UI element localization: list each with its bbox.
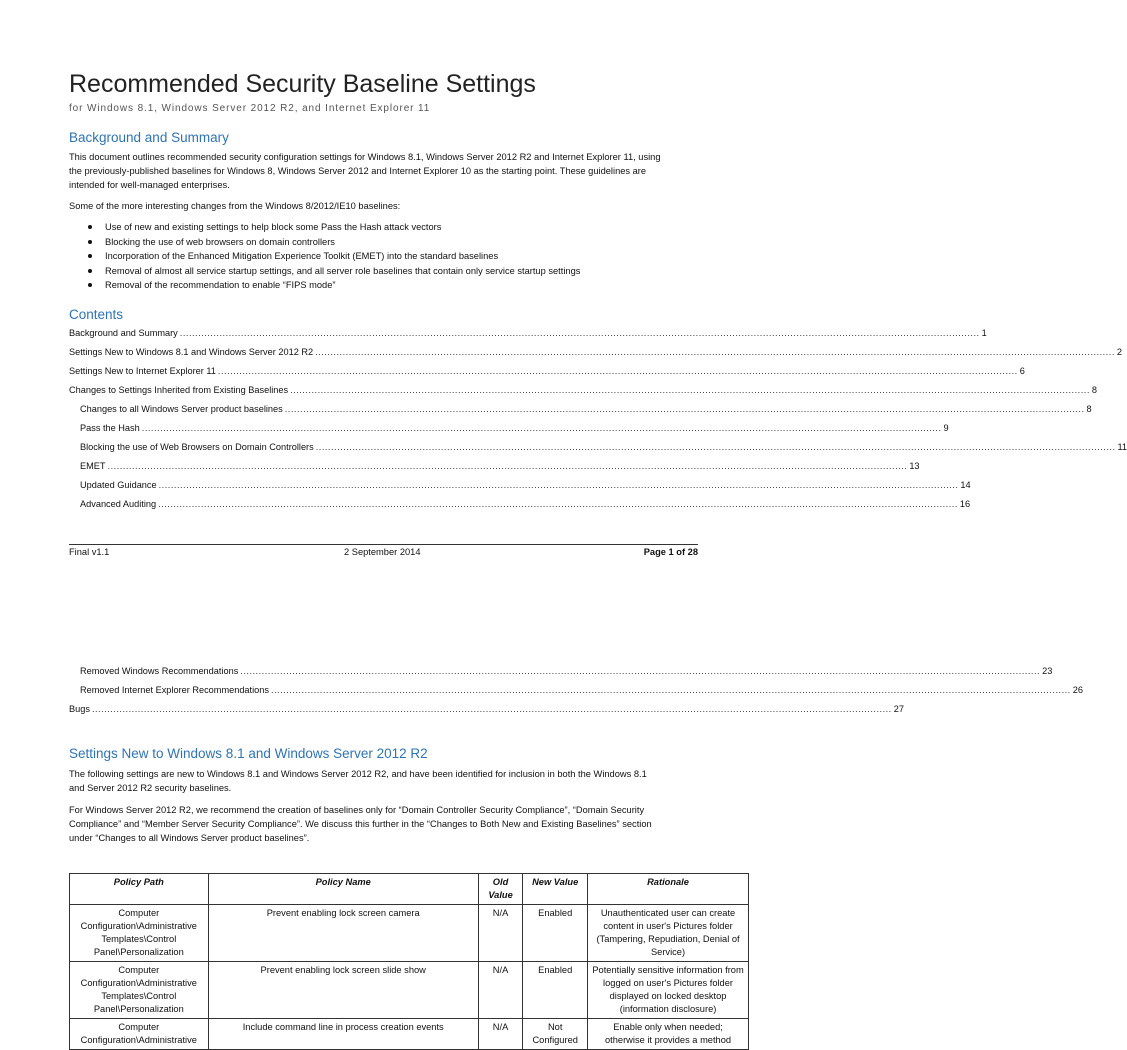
toc-entry[interactable]	[80, 478, 698, 490]
toc-label: Removed Internet Explorer Recommendations	[80, 685, 269, 695]
toc-entry[interactable]	[80, 440, 698, 452]
cell-rationale: Enable only when needed; otherwise it provides a method	[588, 1019, 749, 1050]
cell-rationale: Unauthenticated user can create content in user's Pictures folder (Tampering, Repudiation, Denial of Service)	[588, 905, 749, 962]
toc-page: 23	[1042, 666, 1052, 676]
toc-leader: ......................................................................................................................................................................................................................................................................	[180, 328, 980, 338]
settings-section-heading: Settings New to Windows 8.1 and Windows Server 2012 R2	[69, 746, 428, 761]
bullet-item: Removal of the recommendation to enable “FIPS mode”	[86, 278, 580, 293]
toc-label: Pass the Hash	[80, 423, 140, 433]
cell-policy-name: Include command line in process creation events	[208, 1019, 478, 1050]
document-title: Recommended Security Baseline Settings	[69, 70, 536, 99]
toc-label: Removed Windows Recommendations	[80, 666, 238, 676]
toc-entry[interactable]	[80, 664, 698, 676]
header-policy-name: Policy Name	[208, 874, 478, 905]
header-policy-path: Policy Path	[70, 874, 209, 905]
toc-label: Changes to Settings Inherited from Existing Baselines	[69, 385, 288, 395]
bullet-item: Blocking the use of web browsers on domain controllers	[86, 235, 580, 250]
header-old-value: Old Value	[478, 874, 523, 905]
cell-rationale: Potentially sensitive information from logged on user's Pictures folder displayed on locked desktop (information disclosure)	[588, 962, 749, 1019]
toc-entry[interactable]	[69, 383, 698, 395]
para-line: The following settings are new to Windows 8.1 and Windows Server 2012 R2, and have been identified for inclusion in both the Windows 8.1	[69, 767, 709, 781]
table-row	[70, 1019, 749, 1050]
toc-label: Background and Summary	[69, 328, 178, 338]
toc-leader: ......................................................................................................................................................................................................................................................................	[218, 366, 1018, 376]
intro-line: the previously-published baselines for Windows 8, Windows Server 2012 and Internet Explorer 10 as the starting point. These guidelines are	[69, 164, 709, 178]
toc-page: 2	[1117, 347, 1122, 357]
settings-para-1	[69, 767, 709, 795]
table-row	[70, 962, 749, 1019]
toc-entry[interactable]	[80, 683, 698, 695]
policy-table	[69, 873, 749, 1050]
toc-leader: ......................................................................................................................................................................................................................................................................	[158, 499, 958, 509]
toc-leader: ......................................................................................................................................................................................................................................................................	[142, 423, 942, 433]
toc-label: Settings New to Windows 8.1 and Windows Server 2012 R2	[69, 347, 313, 357]
toc-page: 6	[1020, 366, 1025, 376]
toc-label: Updated Guidance	[80, 480, 157, 490]
toc-leader: ......................................................................................................................................................................................................................................................................	[108, 461, 908, 471]
toc-label: Settings New to Internet Explorer 11	[69, 366, 216, 376]
footer-date: 2 September 2014	[344, 547, 421, 557]
toc-entry[interactable]	[69, 345, 698, 357]
toc-leader: ......................................................................................................................................................................................................................................................................	[240, 666, 1040, 676]
changes-intro	[69, 199, 709, 213]
table-header-row	[70, 874, 749, 905]
toc-entry[interactable]	[69, 702, 698, 714]
toc-page: 1	[982, 328, 987, 338]
toc-entry[interactable]	[80, 497, 698, 509]
bullet-item: Removal of almost all service startup settings, and all server role baselines that contain only service startup settings	[86, 264, 580, 279]
changes-bullet-list	[86, 220, 580, 293]
intro-line: This document outlines recommended security configuration settings for Windows 8.1, Windows Server 2012 R2 and Internet Explorer 11, using	[69, 150, 709, 164]
footer-page: Page 1 of 28	[644, 547, 698, 557]
cell-new-value: Not Configured	[523, 1019, 588, 1050]
cell-policy-path: Computer Configuration\Administrative Templates\Control Panel\Personalization	[70, 905, 209, 962]
background-heading: Background and Summary	[69, 130, 229, 145]
toc-entry[interactable]	[80, 402, 698, 414]
toc-page: 16	[960, 499, 970, 509]
toc-page: 11	[1118, 442, 1127, 452]
table-row	[70, 905, 749, 962]
cell-new-value: Enabled	[523, 905, 588, 962]
bullet-item: Incorporation of the Enhanced Mitigation Experience Toolkit (EMET) into the standard baselines	[86, 249, 580, 264]
toc-leader: ......................................................................................................................................................................................................................................................................	[285, 404, 1085, 414]
toc-page: 8	[1087, 404, 1092, 414]
bullet-item: Use of new and existing settings to help block some Pass the Hash attack vectors	[86, 220, 580, 235]
footer-rule	[69, 544, 698, 545]
cell-policy-name: Prevent enabling lock screen camera	[208, 905, 478, 962]
toc-leader: ......................................................................................................................................................................................................................................................................	[316, 442, 1116, 452]
cell-old-value: N/A	[478, 1019, 523, 1050]
para-line: For Windows Server 2012 R2, we recommend the creation of baselines only for “Domain Controller Security Compliance”, “Domain Security	[69, 803, 709, 817]
toc-label: Blocking the use of Web Browsers on Domain Controllers	[80, 442, 314, 452]
footer-version: Final v1.1	[69, 547, 109, 557]
intro-line: intended for well-managed enterprises.	[69, 178, 709, 192]
settings-para-2	[69, 803, 709, 845]
toc-entry[interactable]	[80, 421, 698, 433]
toc-page: 9	[944, 423, 949, 433]
para-line: and Server 2012 R2 security baselines.	[69, 781, 709, 795]
toc-leader: ......................................................................................................................................................................................................................................................................	[159, 480, 959, 490]
contents-heading: Contents	[69, 307, 123, 322]
cell-policy-path: Computer Configuration\Administrative Templates\Control Panel\Personalization	[70, 962, 209, 1019]
toc-entry[interactable]	[69, 364, 698, 376]
toc-page: 27	[894, 704, 904, 714]
toc-entry[interactable]	[80, 459, 698, 471]
changes-intro-text: Some of the more interesting changes from the Windows 8/2012/IE10 baselines:	[69, 199, 709, 213]
document-subtitle: for Windows 8.1, Windows Server 2012 R2, and Internet Explorer 11	[69, 103, 430, 114]
cell-policy-path: Computer Configuration\Administrative	[70, 1019, 209, 1050]
cell-old-value: N/A	[478, 962, 523, 1019]
toc-page: 26	[1073, 685, 1083, 695]
toc-page: 8	[1092, 385, 1097, 395]
toc-entry[interactable]	[69, 326, 698, 338]
toc-page: 13	[909, 461, 919, 471]
toc-label: Bugs	[69, 704, 90, 714]
toc-leader: ......................................................................................................................................................................................................................................................................	[290, 385, 1090, 395]
cell-policy-name: Prevent enabling lock screen slide show	[208, 962, 478, 1019]
header-rationale: Rationale	[588, 874, 749, 905]
background-intro	[69, 150, 709, 192]
cell-new-value: Enabled	[523, 962, 588, 1019]
toc-page: 14	[960, 480, 970, 490]
para-line: under “Changes to all Windows Server product baselines”.	[69, 831, 709, 845]
toc-leader: ......................................................................................................................................................................................................................................................................	[315, 347, 1115, 357]
toc-label: Changes to all Windows Server product baselines	[80, 404, 283, 414]
header-new-value: New Value	[523, 874, 588, 905]
toc-leader: ......................................................................................................................................................................................................................................................................	[271, 685, 1071, 695]
toc-leader: ......................................................................................................................................................................................................................................................................	[92, 704, 892, 714]
para-line: Compliance” and “Member Server Security Compliance”. We discuss this further in the “Changes to Both New and Existing Baselines” section	[69, 817, 709, 831]
cell-old-value: N/A	[478, 905, 523, 962]
toc-label: Advanced Auditing	[80, 499, 156, 509]
toc-label: EMET	[80, 461, 106, 471]
